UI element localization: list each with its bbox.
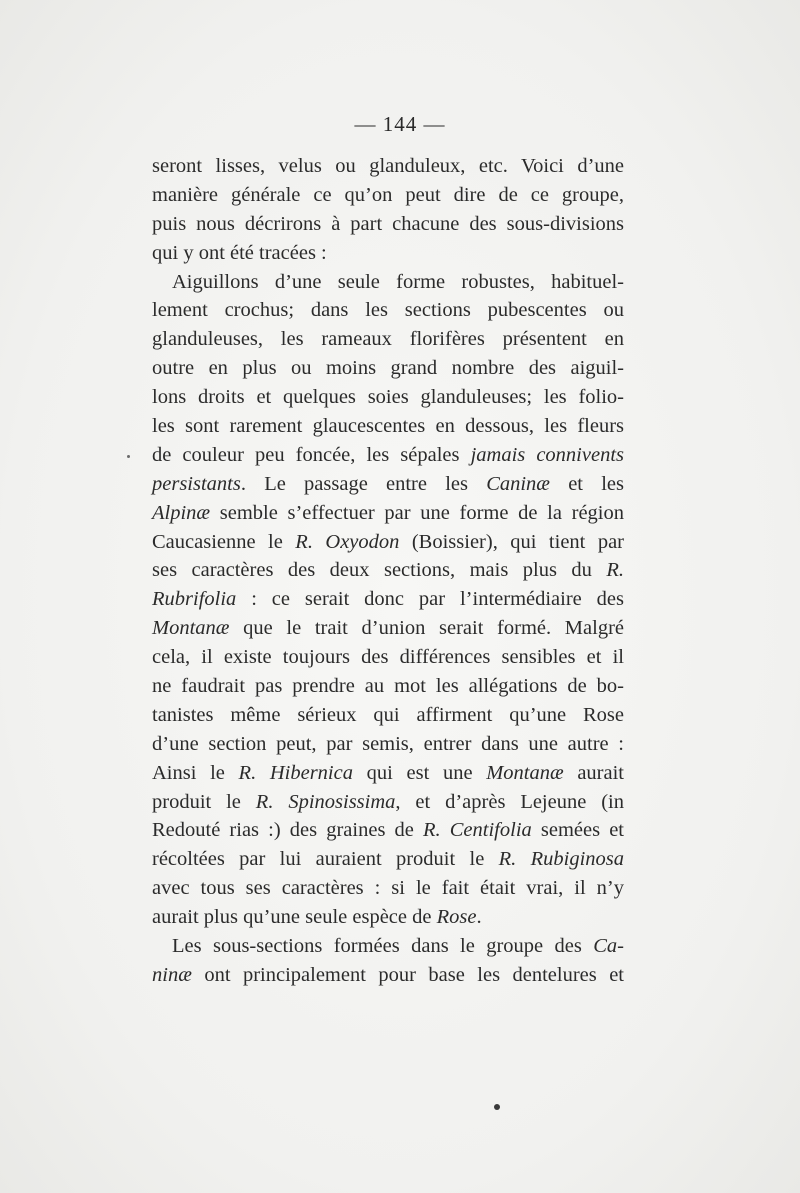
text-run: Caucasienne le (152, 530, 296, 553)
text-run: Aiguillons d’une seule forme robustes, habituel- (172, 270, 624, 293)
text-line (152, 816, 624, 845)
italic-text: R. Hibernica (238, 761, 353, 784)
text-line (152, 874, 624, 903)
body-text (152, 152, 624, 990)
text-run: , et d’après Lejeune (in (395, 790, 624, 813)
text-run: récoltées par lui auraient produit le (152, 848, 499, 871)
text-line (152, 441, 624, 470)
text-run: de couleur peu foncée, les sépales (152, 443, 471, 466)
text-run: et les (549, 472, 624, 495)
text-run: Redouté rias :) des graines de (152, 819, 423, 842)
text-run: d’une section peut, par semis, entrer dans une autre : (152, 732, 624, 755)
text-line (152, 239, 624, 268)
text-line (152, 614, 624, 643)
text-run: avec tous ses caractères : si le fait était vrai, il n’y (152, 877, 624, 900)
text-run: Ainsi le (152, 761, 239, 784)
text-line (152, 528, 624, 557)
text-run: ne faudrait pas prendre au mot les allégations de bo- (152, 675, 624, 698)
text-line (152, 383, 624, 412)
text-line (152, 643, 624, 672)
italic-text: Montanæ (152, 617, 230, 640)
text-line (152, 181, 624, 210)
text-line (152, 354, 624, 383)
text-run: aurait (563, 761, 624, 784)
text-run: : ce serait donc par l’intermédiaire des (236, 588, 624, 611)
text-run: (Boissier), qui tient par (399, 530, 624, 553)
text-line (152, 152, 624, 181)
text-run: qui y ont été tracées : (152, 241, 327, 264)
italic-text: persistants (152, 472, 241, 495)
text-line (152, 903, 624, 932)
italic-text: R. Rubiginosa (498, 848, 625, 871)
text-line (152, 210, 624, 239)
italic-text: Alpinæ (152, 501, 211, 524)
text-run: Les sous-sections formées dans le groupe des (172, 935, 594, 958)
ink-speck (127, 455, 130, 458)
text-line (152, 730, 624, 759)
text-line (152, 296, 624, 325)
italic-text: ninæ (152, 963, 192, 986)
text-run: ont principalement pour base les dentelures et (191, 963, 624, 986)
italic-text: R. (606, 559, 624, 582)
text-line (152, 672, 624, 701)
text-line (152, 585, 624, 614)
italic-text: jamais connivents (470, 443, 624, 466)
text-run: que le trait d’union serait formé. Malgré (229, 617, 624, 640)
italic-text: Ca- (593, 935, 624, 958)
text-run: glanduleuses, les rameaux florifères présentent en (152, 328, 624, 351)
text-run: lement crochus; dans les sections pubescentes ou (152, 299, 624, 322)
text-run: puis nous décrirons à part chacune des sous-divisions (152, 212, 624, 235)
italic-text: Caninæ (486, 472, 550, 495)
italic-text: Rose (436, 906, 477, 929)
text-run: manière générale ce qu’on peut dire de ce groupe, (152, 183, 624, 206)
italic-text: R. Centifolia (423, 819, 532, 842)
text-run: tanistes même sérieux qui affirment qu’une Rose (152, 703, 624, 726)
text-line (152, 556, 624, 585)
text-line (152, 268, 624, 297)
text-run: qui est une (352, 761, 487, 784)
text-line (152, 788, 624, 817)
text-run: cela, il existe toujours des différences sensibles et il (152, 646, 624, 669)
text-run: outre en plus ou moins grand nombre des aiguil- (152, 357, 624, 380)
text-line (152, 701, 624, 730)
ink-dot (494, 1104, 500, 1110)
text-line (152, 759, 624, 788)
text-run: . (476, 906, 482, 929)
text-line (152, 961, 624, 990)
text-line (152, 499, 624, 528)
italic-text: R. Spinosissima (255, 790, 396, 813)
page-number: — 144 — (354, 112, 446, 136)
text-run: ses caractères des deux sections, mais plus du (152, 559, 607, 582)
text-line (152, 470, 624, 499)
text-line (152, 412, 624, 441)
italic-text: R. Oxyodon (295, 530, 400, 553)
text-run: . Le passage entre les (240, 472, 487, 495)
text-run: produit le (152, 790, 256, 813)
text-run: semble s’effectuer par une forme de la région (210, 501, 624, 524)
text-line (152, 325, 624, 354)
text-run: semées et (531, 819, 624, 842)
italic-text: Montanæ (486, 761, 564, 784)
text-run: seront lisses, velus ou glanduleux, etc. Voici d’une (152, 155, 624, 177)
text-run: les sont rarement glaucescentes en dessous, les fleurs (152, 415, 624, 438)
text-run: lons droits et quelques soies glanduleuses; les folio- (152, 386, 624, 409)
text-run: aurait plus qu’une seule espèce de (152, 906, 437, 929)
text-line (152, 845, 624, 874)
italic-text: Rubrifolia (152, 588, 237, 611)
text-line (152, 932, 624, 961)
